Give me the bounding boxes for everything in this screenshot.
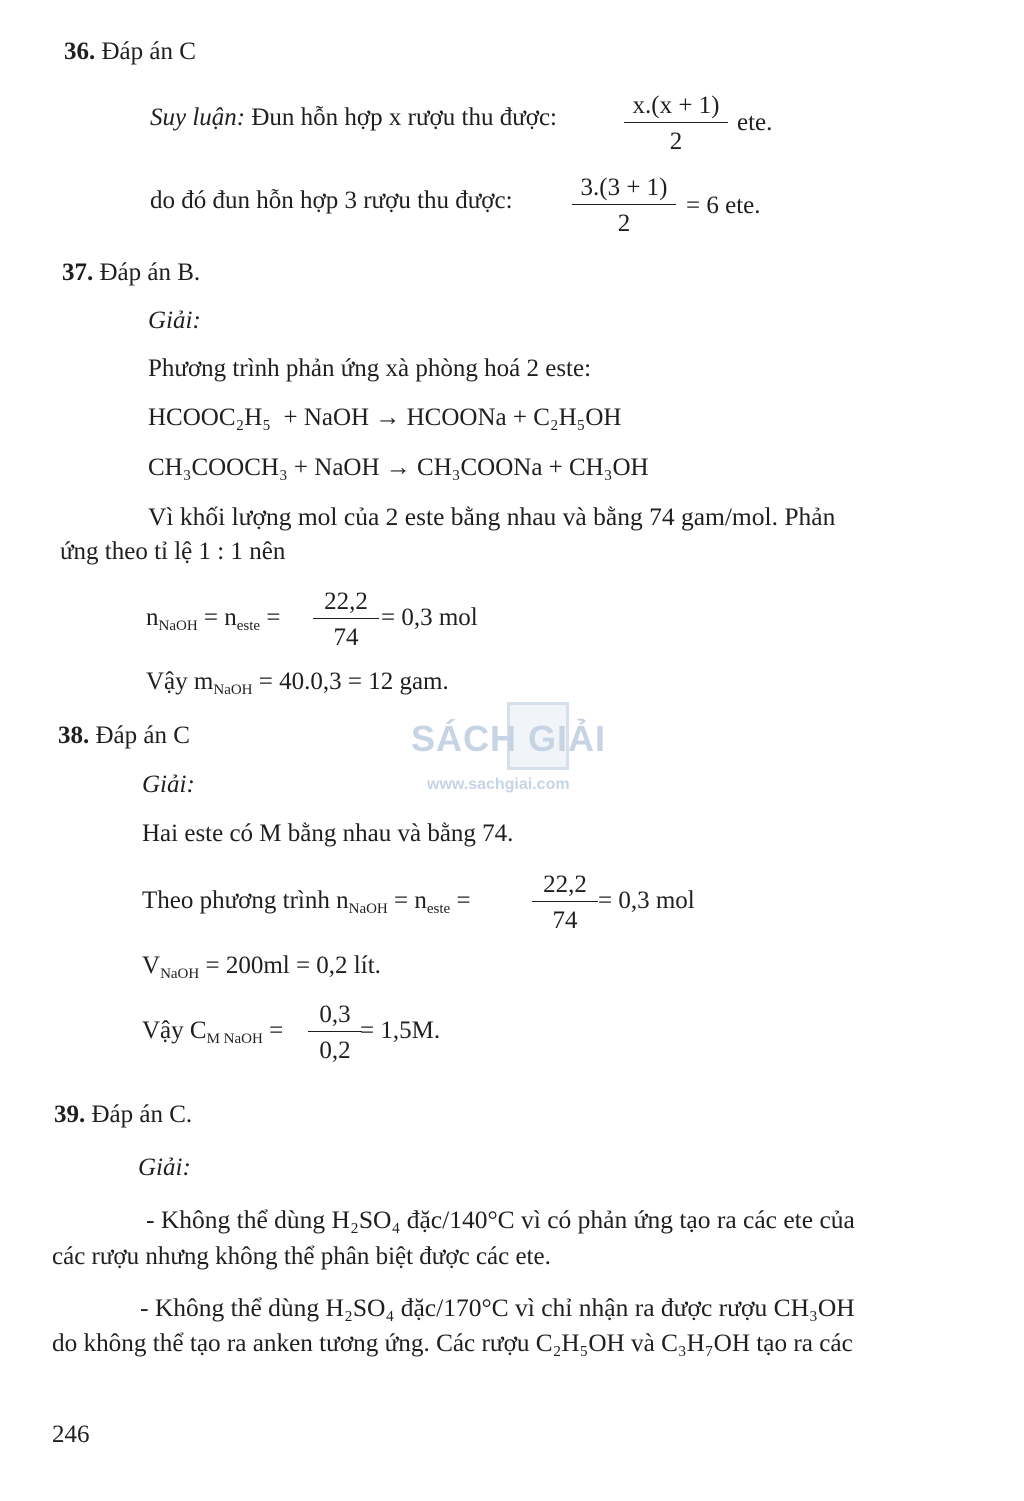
s36-line1-after: ete.	[737, 109, 773, 136]
s37-n-formula: $n_{NaOH} = n_{este}$ =	[146, 604, 281, 634]
heading-36	[64, 38, 196, 66]
s38-v-text: = 200ml = 0,2 lít.	[205, 952, 381, 979]
heading-36-number: 36.	[64, 38, 96, 65]
heading-38-text: Đáp án C	[95, 722, 190, 749]
s38-fraction2	[308, 1002, 362, 1063]
s36-label-italic: Suy luận:	[150, 104, 246, 131]
s37-intro: Phương trình phản ứng xà phòng hoá 2 este:	[148, 355, 592, 382]
heading-37-number: 37.	[62, 259, 94, 286]
fraction-bar	[313, 618, 379, 619]
heading-39-number: 39.	[54, 1101, 86, 1128]
s37-equation1: HCOOC₂H₅ + NaOH → HCOONa + C₂H₅OH	[148, 404, 622, 431]
fraction-numerator: 22,2	[543, 871, 587, 898]
heading-39-text: Đáp án C.	[91, 1101, 193, 1128]
s38-line2-text: Theo phương trình	[142, 887, 330, 914]
fraction-denominator: 2	[617, 210, 631, 237]
fraction-denominator: 0,2	[319, 1037, 351, 1064]
page-number: 246	[52, 1421, 90, 1448]
s39-para2-line1: - Không thể dùng H₂SO₄ đặc/170°C vì chỉ nhận ra được rượu CH₃OH	[140, 1293, 855, 1322]
s39-giai: Giải:	[138, 1154, 191, 1181]
s37-paragraph-line2: ứng theo tỉ lệ 1 : 1 nên	[60, 538, 286, 565]
s36-fraction1	[624, 93, 728, 154]
heading-36-text: Đáp án C	[101, 38, 196, 65]
fraction-bar	[532, 901, 598, 902]
fraction-numerator: 3.(3 + 1)	[580, 174, 668, 201]
s39-para1-line2: các rượu nhưng không thể phân biệt được các ete.	[52, 1243, 551, 1270]
s37-paragraph-line1: Vì khối lượng mol của 2 este bằng nhau và bằng 74 gam/mol. Phản	[148, 502, 836, 531]
s38-giai: Giải:	[142, 771, 195, 798]
fraction-denominator: 2	[669, 128, 683, 155]
heading-37-text: Đáp án B.	[99, 259, 201, 286]
heading-37	[62, 259, 200, 287]
fraction-bar	[624, 122, 728, 123]
s36-line1	[150, 104, 557, 132]
fraction-numerator: 22,2	[324, 588, 368, 615]
heading-38	[58, 722, 190, 750]
heading-38-number: 38.	[58, 722, 90, 749]
s39-para1-line1: - Không thể dùng H₂SO₄ đặc/140°C vì có phản ứng tạo ra các ete của	[146, 1205, 855, 1234]
fraction-bar	[572, 204, 676, 205]
s37-equation2: CH₃COOCH₃ + NaOH → CH₃COONa + CH₃OH	[148, 454, 649, 481]
s38-line2-result: = 0,3 mol	[598, 887, 695, 914]
s37-giai: Giải:	[148, 307, 201, 334]
s38-line2: Theo phương trình $n_{NaOH} = n_{este}$ =	[142, 887, 471, 917]
watermark	[411, 700, 621, 800]
s38-c-result: = 1,5M.	[360, 1017, 441, 1044]
fraction-denominator: 74	[552, 907, 578, 934]
fraction-numerator: 0,3	[319, 1001, 351, 1028]
s38-v-formula: $V_{NaOH} = 200ml = 0,2$ lít.	[142, 952, 381, 982]
s37-fraction	[313, 589, 379, 650]
s36-line1-text: Đun hỗn hợp x rượu thu được:	[251, 104, 558, 131]
fraction-denominator: 74	[333, 624, 359, 651]
s37-m-formula: Vậy $m_{NaOH} = 40.0,3 = 12$ gam.	[146, 668, 449, 698]
s36-fraction2	[572, 175, 676, 236]
s38-fraction1	[532, 872, 598, 933]
s36-line2-text: do đó đun hỗn hợp 3 rượu thu được:	[150, 187, 513, 214]
s36-line2-after: = 6 ete.	[686, 192, 761, 219]
fraction-bar	[308, 1031, 362, 1032]
s37-m-text: = 40.0,3 = 12 gam.	[258, 668, 449, 695]
watermark-logo: SÁCH GIẢI	[411, 718, 607, 759]
watermark-url: www.sachgiai.com	[427, 776, 570, 793]
fraction-numerator: x.(x + 1)	[632, 92, 720, 119]
s39-para2-line2: do không thể tạo ra anken tương ứng. Các rượu C₂H₅OH và C₃H₇OH tạo ra các	[52, 1330, 853, 1357]
s38-c-formula: Vậy $C_{M NaOH}$ =	[142, 1017, 284, 1047]
s37-n-result: = 0,3 mol	[381, 604, 478, 631]
s38-c-pre: Vậy	[142, 1017, 184, 1044]
s38-line1: Hai este có M bằng nhau và bằng 74.	[142, 820, 514, 847]
heading-39	[54, 1101, 192, 1129]
